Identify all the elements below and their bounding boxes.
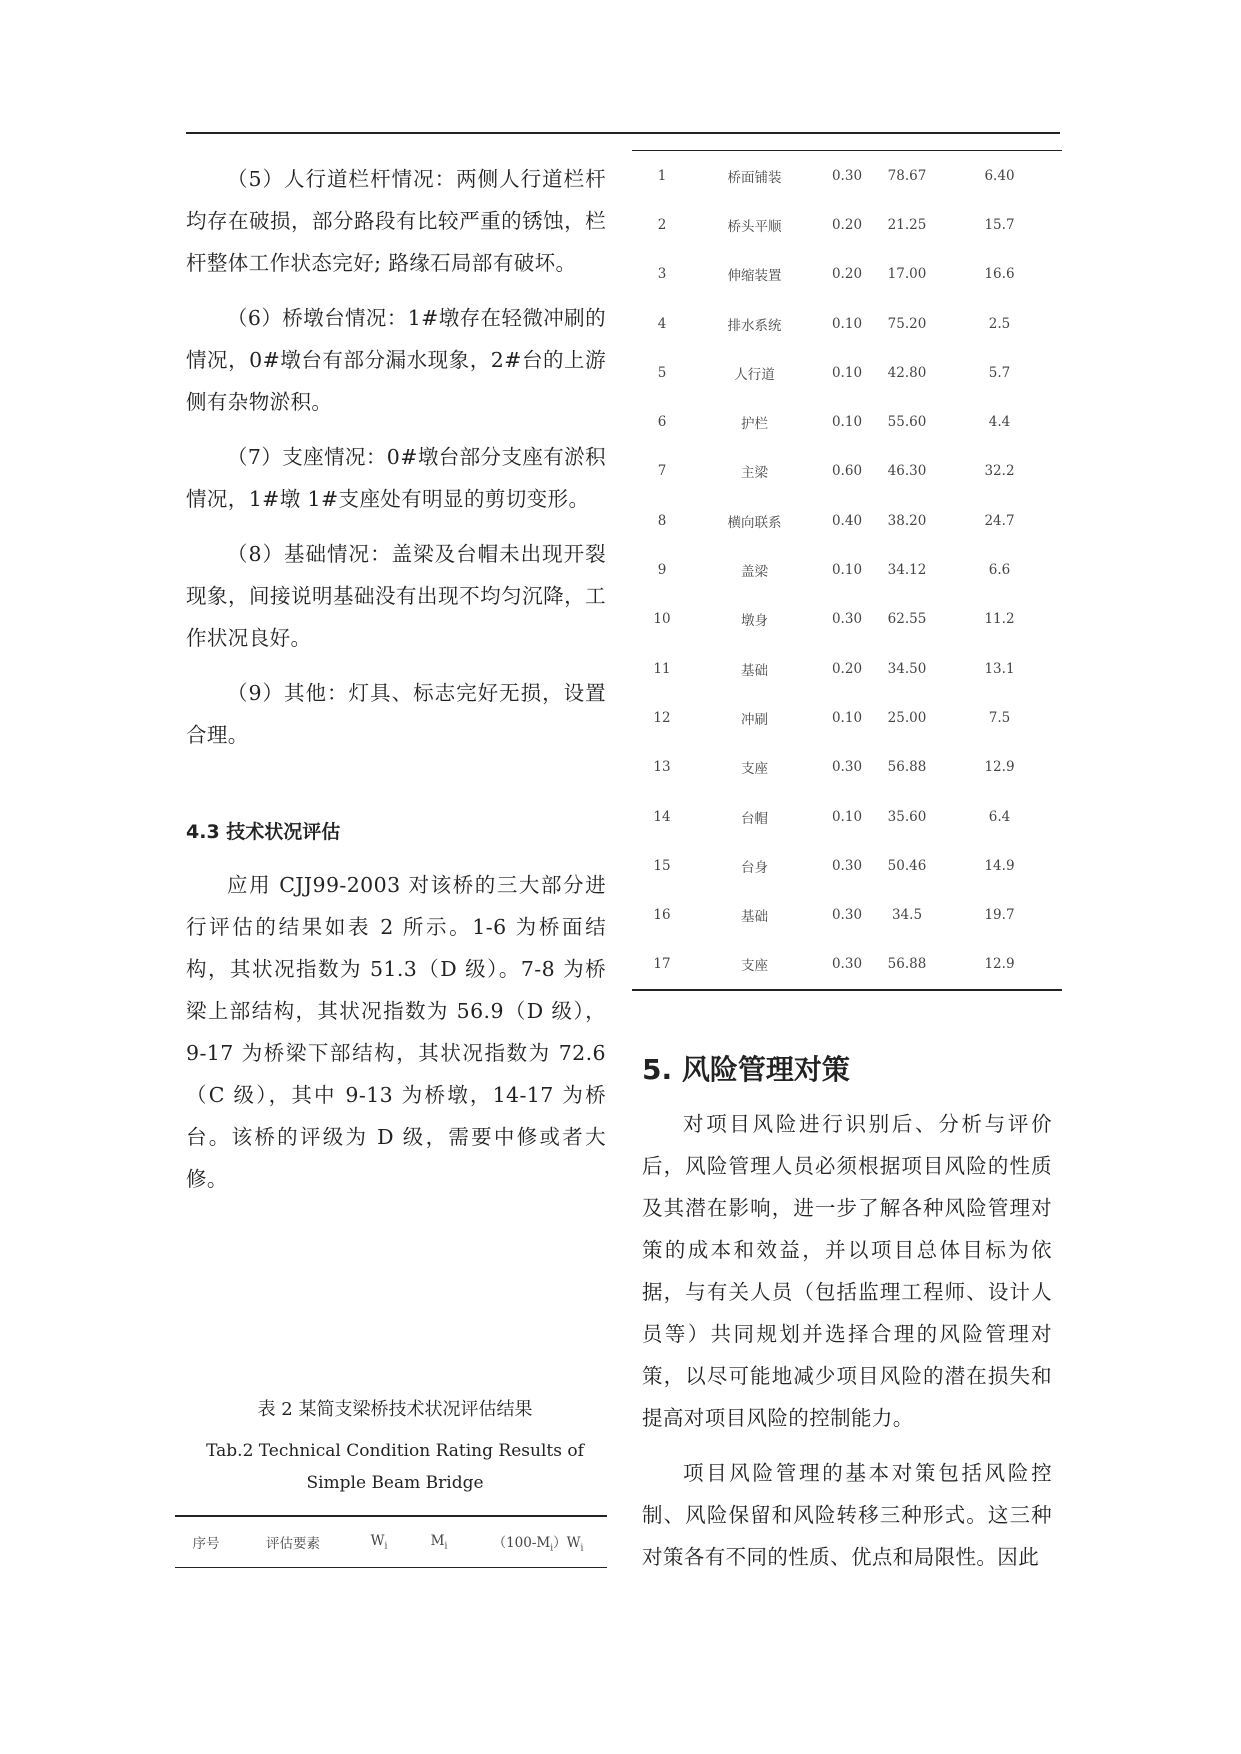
cell-weight: 0.30 [831, 759, 863, 776]
cell-score: 35.60 [887, 808, 927, 825]
cell-deduction: 2.5 [988, 315, 1011, 332]
table-row [632, 447, 1062, 496]
table-row [632, 890, 1062, 939]
paragraph-other: （9）其他：灯具、标志完好无损，设置合理。 [186, 681, 606, 747]
cell-score: 38.20 [887, 512, 927, 529]
cell-element: 排水系统 [727, 317, 782, 334]
table-row [632, 348, 1062, 397]
section-heading-5: 5. 风险管理对策 [642, 1053, 850, 1086]
cell-deduction: 12.9 [984, 759, 1015, 776]
cell-score: 78.67 [887, 167, 927, 184]
cell-weight: 0.30 [831, 907, 863, 924]
cell-weight: 0.10 [831, 364, 863, 381]
table-caption-en [180, 1435, 610, 1499]
section-heading-4-3: 4.3 技术状况评估 [186, 821, 341, 843]
cell-weight: 0.20 [831, 266, 863, 283]
table-caption-en-line2: Simple Beam Bridge [306, 1473, 484, 1493]
table-row [632, 250, 1062, 299]
cell-weight: 0.10 [831, 562, 863, 579]
cell-weight: 0.10 [831, 414, 863, 431]
cell-index: 12 [653, 709, 671, 726]
header-deduction-pre: （100-M [492, 1534, 551, 1551]
header-score [409, 1533, 469, 1552]
header-score-text: M [430, 1532, 445, 1549]
cell-score: 50.46 [887, 857, 927, 874]
rating-table-body [632, 151, 1062, 989]
cell-index: 1 [657, 167, 667, 184]
cell-deduction: 32.2 [984, 463, 1015, 480]
cell-element: 墩身 [741, 613, 768, 630]
table-row [632, 940, 1062, 989]
cell-index: 3 [657, 266, 667, 283]
table-row [632, 200, 1062, 249]
cell-element: 主梁 [741, 465, 768, 482]
cell-element: 冲刷 [741, 711, 768, 728]
cell-deduction: 14.9 [984, 857, 1015, 874]
header-deduction-sub1: i [550, 1543, 554, 1554]
table-row [632, 397, 1062, 446]
cell-score: 56.88 [887, 956, 927, 973]
cell-deduction: 6.6 [988, 562, 1011, 579]
cell-score: 46.30 [887, 463, 927, 480]
cell-element: 护栏 [741, 416, 768, 433]
cell-element: 横向联系 [727, 514, 782, 531]
cell-deduction: 24.7 [984, 512, 1015, 529]
cell-element: 支座 [741, 761, 768, 778]
cell-score: 42.80 [887, 364, 927, 381]
cell-weight: 0.60 [831, 463, 863, 480]
cell-index: 9 [657, 562, 667, 579]
paragraph-piers: （6）桥墩台情况：1#墩存在轻微冲刷的情况，0#墩台有部分漏水现象，2#台的上游侧有杂物淤积。 [186, 306, 606, 414]
table-row [632, 644, 1062, 693]
paragraph-risk-2: 项目风险管理的基本对策包括风险控制、风险保留和风险转移三种形式。这三种对策各有不同的性质、优点和局限性。因此 [642, 1461, 1052, 1569]
cell-element: 台身 [741, 859, 768, 876]
header-element: 评估要素 [266, 1536, 320, 1552]
cell-deduction: 19.7 [984, 907, 1015, 924]
cell-deduction: 6.40 [984, 167, 1015, 184]
cell-element: 支座 [741, 958, 768, 975]
header-deduction-sub2: i [580, 1543, 584, 1554]
cell-score: 21.25 [887, 216, 927, 233]
header-weight [349, 1533, 409, 1552]
header-deduction-mid: ）W [553, 1534, 581, 1551]
cell-weight: 0.40 [831, 512, 863, 529]
paragraph-bearings: （7）支座情况：0#墩台部分支座有淤积情况，1#墩 1#支座处有明显的剪切变形。 [186, 445, 606, 511]
table-row [632, 151, 1062, 200]
right-column-text [642, 1103, 1052, 1591]
cell-index: 13 [653, 759, 671, 776]
cell-index: 15 [653, 857, 671, 874]
cell-weight: 0.20 [831, 660, 863, 677]
cell-element: 盖梁 [741, 564, 768, 581]
cell-element: 人行道 [734, 366, 775, 383]
table-row [632, 693, 1062, 742]
header-weight-text: W [370, 1532, 385, 1549]
cell-index: 8 [657, 512, 667, 529]
cell-index: 14 [653, 808, 671, 825]
table-row [632, 743, 1062, 792]
table-header-row [175, 1517, 607, 1567]
page-top-rule [186, 132, 1060, 134]
cell-index: 5 [657, 364, 667, 381]
paragraph-evaluation: 应用 CJJ99-2003 对该桥的三大部分进行评估的结果如表 2 所示。1-6 为桥面结构，其状况指数为 51.3（D 级）。7-8 为桥梁上部结构，其状况指数为 56.9（D 级），9-17 为桥梁下部结构，其状况指数为 72.6（C 级），其中 9-13 为桥墩，14-17 为桥台。该桥的评级为 D 级，需要中修或者大修。 [186, 873, 606, 1191]
cell-index: 10 [653, 611, 671, 628]
header-score-sub: i [444, 1541, 448, 1552]
cell-score: 34.5 [891, 907, 923, 924]
table-row [632, 595, 1062, 644]
cell-deduction: 15.7 [984, 216, 1015, 233]
paragraph-foundation: （8）基础情况：盖梁及台帽未出现开裂现象，间接说明基础没有出现不均匀沉降，工作状况良好。 [186, 542, 606, 650]
header-deduction [469, 1531, 607, 1554]
cell-element: 台帽 [741, 810, 768, 827]
cell-index: 6 [657, 414, 667, 431]
right-column-table [632, 150, 1062, 991]
cell-element: 基础 [741, 909, 768, 926]
rating-table [632, 151, 1062, 989]
paragraph-risk-1: 对项目风险进行识别后、分析与评价后，风险管理人员必须根据项目风险的性质及其潜在影响，进一步了解各种风险管理对策的成本和效益，并以项目总体目标为依据，与有关人员（包括监理工程师、设计人员等）共同规划并选择合理的风险管理对策，以尽可能地减少项目风险的潜在损失和提高对项目风险的控制能力。 [642, 1112, 1052, 1430]
cell-weight: 0.30 [831, 611, 863, 628]
cell-index: 2 [657, 216, 667, 233]
cell-weight: 0.20 [831, 216, 863, 233]
cell-deduction: 12.9 [984, 956, 1015, 973]
cell-element: 桥面铺装 [727, 169, 782, 186]
table-row [632, 299, 1062, 348]
table-caption-en-line1: Tab.2 Technical Condition Rating Results of [206, 1441, 584, 1461]
cell-element: 基础 [741, 662, 768, 679]
table-row [632, 792, 1062, 841]
cell-index: 17 [653, 956, 671, 973]
spacer [186, 769, 606, 817]
cell-deduction: 4.4 [988, 414, 1011, 431]
cell-index: 4 [657, 315, 667, 332]
header-weight-sub: i [384, 1541, 388, 1552]
header-index: 序号 [192, 1536, 220, 1552]
cell-index: 11 [653, 660, 671, 677]
table-row [632, 545, 1062, 594]
cell-weight: 0.10 [831, 808, 863, 825]
cell-deduction: 7.5 [988, 709, 1011, 726]
cell-deduction: 5.7 [988, 364, 1011, 381]
cell-score: 55.60 [887, 414, 927, 431]
cell-score: 34.12 [887, 562, 927, 579]
table-row [632, 496, 1062, 545]
table-body-bottom-rule [632, 989, 1062, 991]
cell-weight: 0.10 [831, 709, 863, 726]
cell-deduction: 6.4 [988, 808, 1011, 825]
cell-deduction: 11.2 [984, 611, 1015, 628]
left-column [186, 158, 606, 1213]
cell-deduction: 13.1 [984, 660, 1015, 677]
cell-deduction: 16.6 [984, 266, 1015, 283]
cell-score: 25.00 [887, 709, 927, 726]
cell-index: 7 [657, 463, 667, 480]
cell-element: 桥头平顺 [727, 218, 782, 235]
table-header [175, 1515, 607, 1568]
paragraph-railing: （5）人行道栏杆情况：两侧人行道栏杆均存在破损，部分路段有比较严重的锈蚀，栏杆整体工作状态完好; 路缘石局部有破坏。 [186, 167, 606, 275]
cell-weight: 0.30 [831, 857, 863, 874]
cell-score: 17.00 [887, 266, 927, 283]
table-header-bottom-rule [175, 1567, 607, 1568]
cell-weight: 0.30 [831, 167, 863, 184]
cell-weight: 0.30 [831, 956, 863, 973]
cell-weight: 0.10 [831, 315, 863, 332]
cell-score: 56.88 [887, 759, 927, 776]
cell-score: 62.55 [887, 611, 927, 628]
table-caption-zh: 表 2 某简支梁桥技术状况评估结果 [257, 1399, 533, 1420]
table-row [632, 841, 1062, 890]
cell-element: 伸缩装置 [727, 268, 782, 285]
cell-score: 75.20 [887, 315, 927, 332]
cell-score: 34.50 [887, 660, 927, 677]
cell-index: 16 [653, 907, 671, 924]
